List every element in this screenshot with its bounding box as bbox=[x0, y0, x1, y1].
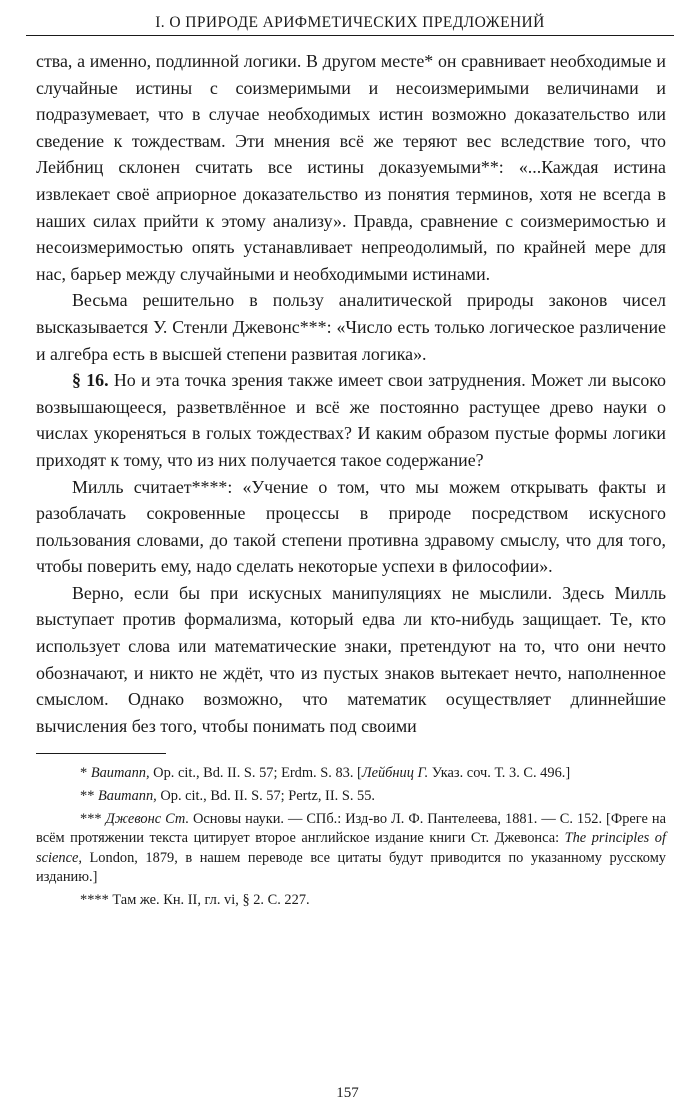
footnote-4 bbox=[36, 891, 666, 911]
footnote-author-2: Лейбниц Г. bbox=[361, 765, 429, 782]
main-text bbox=[36, 48, 666, 739]
footnote-text: Основы науки. — СПб.: Изд-во Л. Ф. Пантелеева, 1881. — С. 152. [Фреге на всём протяжении текста цитирует второе английское издание книги Ст. Джевонса: bbox=[36, 810, 666, 847]
footnote-text-2: Указ. соч. Т. 3. С. 496.] bbox=[428, 765, 571, 782]
paragraph-3-text: Но и эта точка зрения также имеет свои затруднения. Может ли высоко возвышающееся, разветвлённое и всё же постоянно растущее древо науки о числах укореняться в голых тождествах? И каким образом пустые формы логики приходят к тому, что из них получается такое содержание? bbox=[36, 370, 666, 470]
paragraph-2: Весьма решительно в пользу аналитической природы законов чисел высказывается У. Стенли Джевонс***: «Число есть только логическое различение и алгебра есть в высшей степени развитая логика». bbox=[36, 290, 666, 364]
footnote-author: Baumann, bbox=[90, 765, 150, 782]
footnote-author: Джевонс Ст. bbox=[105, 810, 190, 827]
paragraph-3 bbox=[36, 367, 666, 473]
footnote-mark: * bbox=[80, 765, 88, 782]
footnote-text-2: London, 1879, в нашем переводе все цитаты будут приводится по указанному русскому изданию.] bbox=[36, 849, 666, 886]
footnotes bbox=[36, 764, 666, 910]
footnote-mark: **** bbox=[80, 892, 109, 908]
section-number: § 16. bbox=[72, 370, 109, 391]
footnote-book-title: The principles of science, bbox=[36, 830, 666, 866]
footnote-author: Baumann, bbox=[98, 788, 157, 805]
footnote-3 bbox=[36, 810, 666, 888]
paragraph-4: Милль считает****: «Учение о том, что мы можем открывать факты и разоблачать сокровенные процессы в природе посредством искусного пользования словами, до такой степени противна здравому смыслу, что для того, чтобы поверить ему, надо сделать некоторые успехи в философии». bbox=[36, 476, 666, 577]
footnote-text: Op. cit., Bd. II. S. 57; Erdm. S. 83. [ bbox=[149, 765, 362, 782]
paragraph-5: Верно, если бы при искусных манипуляциях не мыслили. Здесь Милль выступает против формализма, который едва ли кто-нибудь защищает. Те, кто использует слова или математические знаки, претендуют на то, что они нечто обозначают, и никто не ждёт, что из пустых знаков вытекает нечто, наполненное смыслом. Однако возможно, что математик осуществляет длиннейшие вычисления без того, чтобы понимать под своими bbox=[36, 582, 666, 736]
page bbox=[36, 14, 666, 914]
footnote-1 bbox=[36, 764, 666, 784]
footnote-rule bbox=[36, 753, 166, 754]
footnote-2 bbox=[36, 787, 666, 807]
page-number: 157 bbox=[336, 1085, 359, 1101]
paragraph-1: ства, а именно, подлинной логики. В другом месте* он сравнивает необходимые и случайные истины с соизмеримыми и несоизмеримыми величинами и подразумевает, что в случае необходимых истин возможно доказательство или сведение к тождествам. Эти мнения всё же теряют вес вследствие того, что Лейбниц склонен считать все истины доказуемыми**: «...Каждая истина извлекает своё априорное доказательство из понятия терминов, хотя не всегда в наших силах прийти к этому анализу». Правда, сравнение с соизмеримостью и несоизмеримостью опять устанавливает непреодолимый, по крайней мере для нас, барьер между случайными и необходимыми истинами. bbox=[36, 51, 666, 284]
footnote-mark: ** bbox=[80, 788, 95, 805]
footnote-text: Op. cit., Bd. II. S. 57; Pertz, II. S. 55. bbox=[156, 788, 376, 805]
footnote-mark: *** bbox=[80, 810, 102, 827]
footnote-text: Там же. Кн. II, гл. vi, § 2. С. 227. bbox=[108, 892, 310, 908]
running-head: I. О ПРИРОДЕ АРИФМЕТИЧЕСКИХ ПРЕДЛОЖЕНИЙ bbox=[26, 14, 674, 36]
